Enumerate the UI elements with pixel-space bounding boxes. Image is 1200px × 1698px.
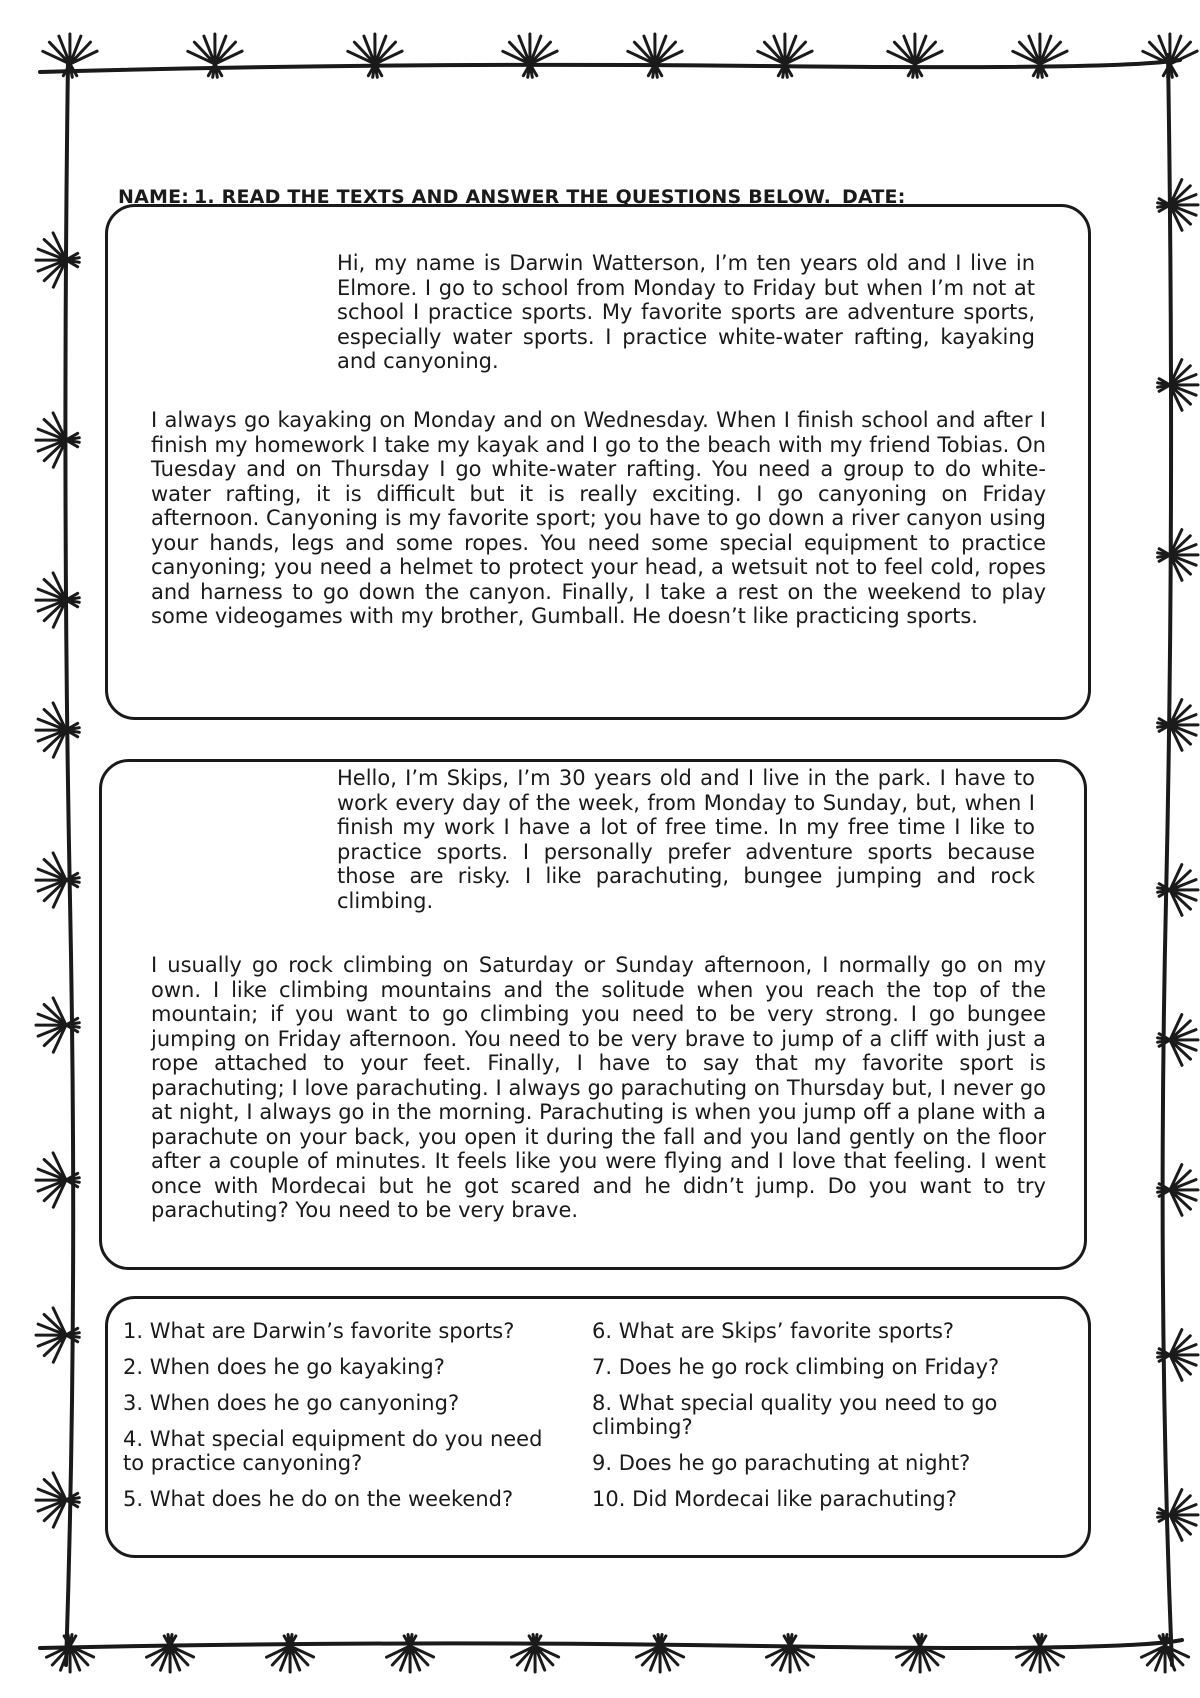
sprig-ornament [47,1635,94,1673]
question-item: 4. What special equipment do you need to practice canyoning? [123,1427,543,1475]
sprig-ornament [897,1635,944,1673]
sprig-ornament [1158,700,1198,751]
sprig-ornament [1143,34,1197,77]
sprig-ornament [36,573,79,627]
question-item: 10. Did Mordecai like parachuting? [592,1487,957,1511]
sprig-ornament [36,853,79,907]
questions-right-column [592,1319,1032,1523]
sprig-ornament [512,1635,559,1673]
sprig-ornament [147,1635,194,1673]
question-item: 1. What are Darwin’s favorite sports? [123,1319,515,1343]
sprig-ornament [503,34,557,77]
border-stroke [1163,55,1172,1665]
border-stroke [40,1640,1182,1648]
sprig-ornament [387,1635,434,1673]
sprig-ornament [1158,865,1198,916]
sprig-ornament [888,34,942,77]
sprig-ornament [628,34,682,77]
sprig-ornament [1158,180,1198,231]
sprig-ornament [1158,530,1198,581]
border-stroke [65,60,73,1665]
date-label: DATE: [842,186,906,208]
sprig-ornament [348,34,402,77]
sprig-ornament [1158,360,1198,411]
sprig-ornament [36,233,79,287]
skips-body-paragraph: I usually go rock climbing on Saturday or Sunday afternoon, I normally go on my own. I like climbing mountains and the solitude when you reach the top of the mountain; if you want to go climbing you need to be very strong. I go bungee jumping on Friday afternoon. You need to be very brave to jump of a cliff with just a rope attached to your feet. Finally, I have to say that my favorite sport is parachuting; I love parachuting. I always go parachuting on Thursday but, I never go at night, I always go in the morning. Parachuting is when you jump off a plane with a parachute on your back, you open it during the fall and you land gently on the floor after a couple of minutes. It feels like you were flying and I love that feeling. I went once with Mordecai but he got scared and he didn’t jump. Do you want to try parachuting? You need to be very brave. [151,953,1046,1222]
sprig-ornament [188,34,242,77]
sprig-ornament [36,413,79,467]
darwin-body-paragraph: I always go kayaking on Monday and on Wednesday. When I finish school and after I finish my homework I take my kayak and I go to the beach with my friend Tobias. On Tuesday and on Thursday I go white-water rafting. You need a group to do white-water rafting, it is difficult but it is really exciting. I go canyoning on Friday afternoon. Canyoning is my favorite sport; you have to go down a river canyon using your hands, legs and some ropes. You need some special equipment to practice canyoning; you need a helmet to protect your head, a wetsuit not to feel cold, ropes and harness to go down the canyon. Finally, I take a rest on the weekend to play some videogames with my brother, Gumball. He doesn’t like practicing sports. [151,408,1046,628]
question-item: 5. What does he do on the weekend? [123,1487,514,1511]
skips-intro-paragraph: Hello, I’m Skips, I’m 30 years old and I live in the park. I have to work every day of the week, from Monday to Sunday, but, when I finish my work I have a lot of free time. In my free time I like to practice sports. I personally prefer adventure sports because those are risky. I like parachuting, bungee jumping and rock climbing. [337,766,1035,913]
questions-left-column [123,1319,563,1523]
sprig-ornament [1013,34,1067,77]
sprig-ornament [1158,1490,1198,1541]
sprig-ornament [637,1635,684,1673]
question-item: 6. What are Skips’ favorite sports? [592,1319,955,1343]
darwin-intro-paragraph: Hi, my name is Darwin Watterson, I’m ten years old and I live in Elmore. I go to school from Monday to Friday but when I’m not at school I practice sports. My favorite sports are adventure sports, especially water sports. I practice white-water rafting, kayaking and canyoning. [337,251,1035,373]
sprig-ornament [36,703,79,757]
name-label: NAME: [118,186,190,208]
sprig-ornament [36,1473,79,1527]
question-item: 9. Does he go parachuting at night? [592,1451,971,1475]
sprig-ornament [767,1635,814,1673]
question-item: 8. What special quality you need to go climbing? [592,1391,998,1439]
question-item: 2. When does he go kayaking? [123,1355,445,1379]
sprig-ornament [1017,1635,1064,1673]
sprig-ornament [758,34,812,77]
question-item: 3. When does he go canyoning? [123,1391,460,1415]
question-item: 7. Does he go rock climbing on Friday? [592,1355,1000,1379]
instruction-heading: 1. READ THE TEXTS AND ANSWER THE QUESTIONS BELOW. [194,186,832,208]
sprig-ornament [267,1635,314,1673]
